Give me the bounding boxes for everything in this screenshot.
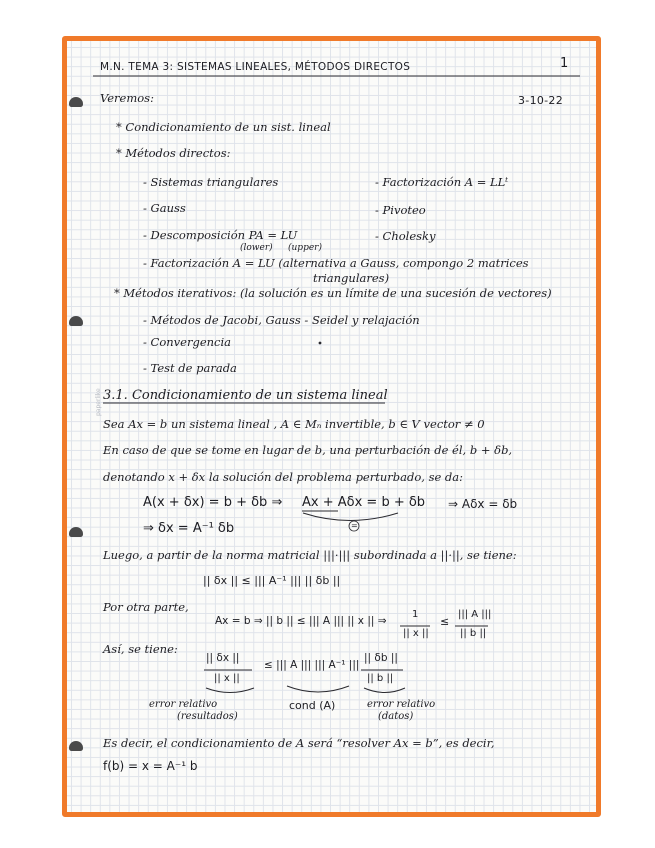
- date: 3-10-22: [518, 94, 564, 107]
- item-cholesky: - Cholesky: [375, 229, 436, 243]
- bullet-metodos-directos: * Métodos directos:: [116, 146, 231, 160]
- binder-hole: [69, 316, 83, 326]
- item-jacobi: - Métodos de Jacobi, Gauss - Seidel y relajación: [143, 313, 420, 327]
- fraction-numerator: 1: [412, 609, 419, 620]
- fraction-denominator: || b ||: [460, 628, 487, 639]
- equation: f(b) = x = A⁻¹ b: [103, 759, 198, 773]
- page-number: 1: [560, 56, 569, 71]
- text-line: En caso de que se tome en lugar de b, una perturbación de él, b + δb,: [103, 443, 513, 457]
- label-resultados: (resultados): [177, 711, 238, 722]
- label-error-relativo: error relativo: [367, 699, 436, 710]
- fraction-denominator: || x ||: [403, 628, 429, 639]
- fraction-numerator: || δb ||: [364, 652, 398, 664]
- text-line: Así, se tiene:: [103, 642, 178, 656]
- bullet-condicionamiento: * Condicionamiento de un sist. lineal: [116, 120, 331, 134]
- text-line: Sea Ax = b un sistema lineal , A ∈ Mₙ invertible, b ∈ V vector ≠ 0: [103, 417, 485, 431]
- item-test-parada: - Test de parada: [143, 361, 237, 375]
- item-factorizacion-llt: - Factorización A = LLᵗ: [375, 175, 509, 189]
- item-factorizacion-lu-cont: triangulares): [313, 271, 390, 285]
- item-factorizacion-lu: - Factorización A = LU (alternativa a Gauss, compongo 2 matrices: [143, 256, 529, 270]
- label-upper: (upper): [288, 243, 322, 253]
- item-convergencia: - Convergencia: [143, 335, 232, 349]
- label-lower: (lower): [240, 243, 273, 253]
- item-sistemas-triangulares: - Sistemas triangulares: [143, 175, 279, 189]
- text-line: Por otra parte,: [103, 600, 189, 614]
- fraction-denominator: || x ||: [214, 673, 240, 684]
- text-line: Luego, a partir de la norma matricial |||·||| subordinada a ||·||, se tiene:: [103, 548, 517, 562]
- item-pivoteo: - Pivoteo: [375, 203, 426, 217]
- binder-hole: [69, 97, 83, 107]
- equation: ≤ ||| A ||| ||| A⁻¹ |||: [264, 659, 360, 671]
- binder-hole: [69, 527, 83, 537]
- page-title: M.N. TEMA 3: SISTEMAS LINEALES, MÉTODOS DIRECTOS: [100, 61, 411, 73]
- item-descomposicion: - Descomposición PA = LU: [143, 228, 298, 242]
- item-gauss: - Gauss: [143, 201, 186, 215]
- equation: Ax + Aδx = b + δb: [302, 495, 426, 510]
- equation-circled-equals: =: [351, 521, 358, 530]
- fraction-numerator: ||| A |||: [458, 609, 492, 620]
- fraction-numerator: || δx ||: [206, 652, 240, 664]
- bullet-metodos-iterativos: * Métodos iterativos: (la solución es un límite de una sucesión de vectores): [114, 286, 552, 300]
- text-line: denotando x + δx la solución del problema perturbado, se da:: [103, 470, 464, 484]
- equation: ⇒ Aδx = δb: [448, 497, 518, 511]
- label-datos: (datos): [378, 711, 414, 722]
- label-cond: cond (A): [289, 699, 336, 712]
- equation: || δx || ≤ ||| A⁻¹ ||| || δb ||: [203, 574, 341, 587]
- veremos-heading: Veremos:: [100, 91, 154, 105]
- binder-hole: [69, 741, 83, 751]
- fraction-denominator: || b ||: [367, 673, 394, 684]
- equation: ⇒ δx = A⁻¹ δb: [143, 521, 235, 536]
- equation: Ax = b ⇒ || b || ≤ ||| A ||| || x || ⇒: [215, 615, 387, 627]
- section-title: 3.1. Condicionamiento de un sistema lineal: [103, 388, 388, 403]
- equation: A(x + δx) = b + δb ⇒: [143, 495, 283, 510]
- watermark: paperlike: [95, 388, 102, 416]
- equation: ≤: [440, 615, 450, 628]
- text-line: Es decir, el condicionamiento de A será “resolver Ax = b”, es decir,: [103, 736, 495, 750]
- label-error-relativo: error relativo: [149, 699, 218, 710]
